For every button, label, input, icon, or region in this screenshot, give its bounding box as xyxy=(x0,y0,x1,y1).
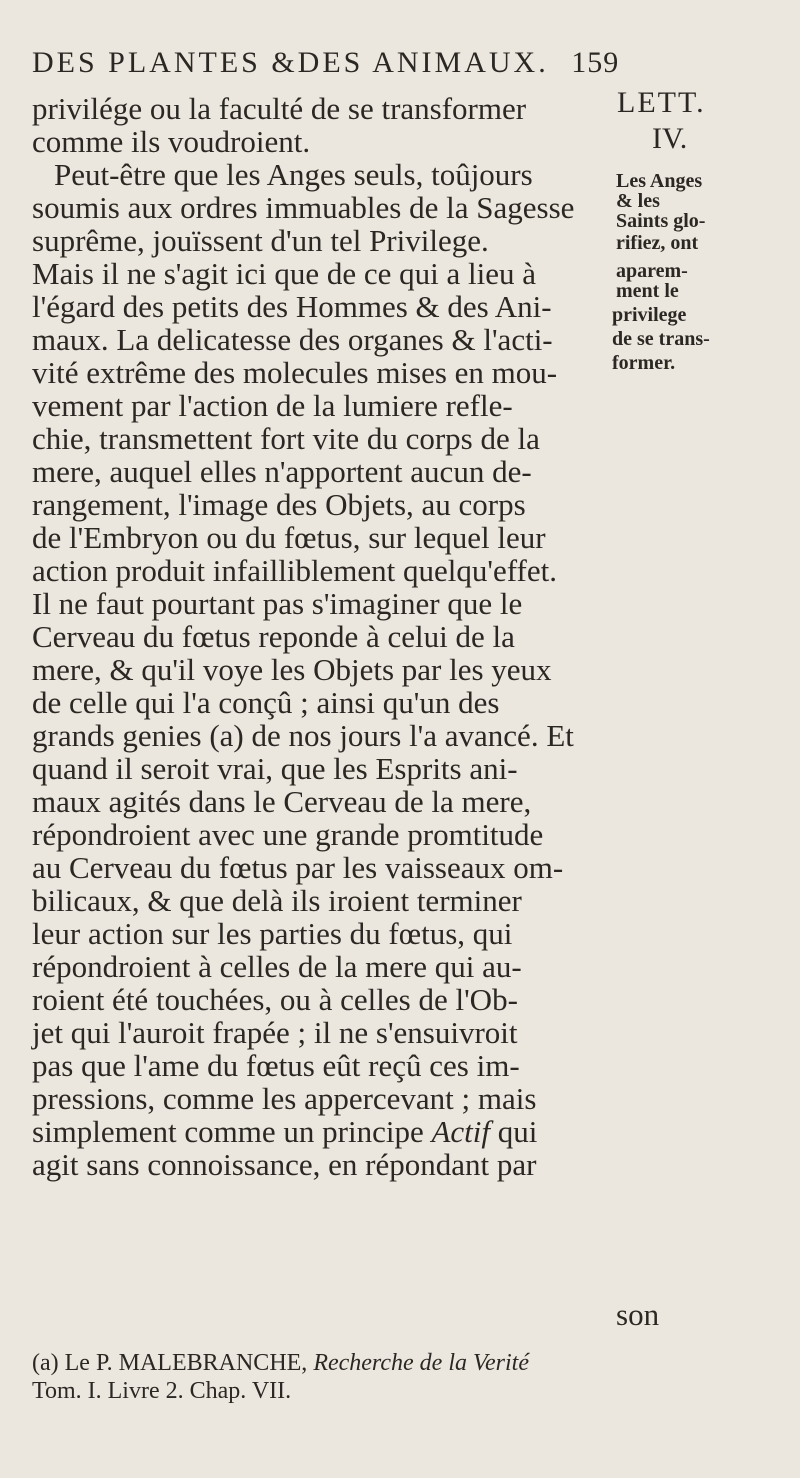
text-segment: simplement comme un principe xyxy=(32,1114,424,1149)
text-line: comme ils voudroient. xyxy=(32,124,311,159)
margin-note-line: aparem- xyxy=(616,260,688,282)
text-line: chie, transmettent fort vite du corps de la xyxy=(32,421,540,456)
text-line: privilége ou la faculté de se transformer xyxy=(32,91,527,126)
footnote-title: Recherche de la Verité xyxy=(313,1350,529,1376)
footnote-reference: (a) Le P. MALEBRANCHE, xyxy=(32,1350,308,1376)
text-line: mere, & qu'il voye les Objets par les yeux xyxy=(32,652,552,687)
text-line: bilicaux, & que delà ils iroient terminer xyxy=(32,883,522,918)
text-line: de celle qui l'a conçû ; ainsi qu'un des xyxy=(32,685,500,720)
text-segment: qui xyxy=(490,1114,538,1149)
running-title: DES PLANTES &DES ANIMAUX. xyxy=(32,46,549,79)
text-line: l'égard des petits des Hommes & des Ani- xyxy=(32,289,552,324)
text-line: grands genies (a) de nos jours l'a avancé. Et xyxy=(32,718,574,753)
text-line: Mais il ne s'agit ici que de ce qui a lieu à xyxy=(32,256,537,291)
text-line: leur action sur les parties du fœtus, qui xyxy=(32,916,513,951)
footnote-line xyxy=(32,1350,529,1377)
text-line: jet qui l'auroit frapée ; il ne s'ensuivroit xyxy=(32,1015,518,1050)
text-line: Peut-être que les Anges seuls, toûjours xyxy=(54,157,533,192)
text-line: rangement, l'image des Objets, au corps xyxy=(32,487,526,522)
page-number: 159 xyxy=(571,46,620,79)
text-line: agit sans connoissance, en répondant par xyxy=(32,1147,537,1182)
text-line: action produit infailliblement quelqu'effet. xyxy=(32,553,557,588)
footnote-line: Tom. I. Livre 2. Chap. VII. xyxy=(32,1378,292,1404)
text-line: roient été touchées, ou à celles de l'Ob- xyxy=(32,982,518,1017)
catchword: son xyxy=(616,1297,660,1332)
letter-label: LETT. xyxy=(617,86,706,119)
text-line: maux. La delicatesse des organes & l'acti- xyxy=(32,322,553,357)
text-line: pas que l'ame du fœtus eût reçû ces im- xyxy=(32,1048,520,1083)
margin-note-line: Les Anges xyxy=(616,170,703,192)
text-line: pressions, comme les appercevant ; mais xyxy=(32,1081,537,1116)
letter-number: IV. xyxy=(652,122,688,155)
text-line: Cerveau du fœtus reponde à celui de la xyxy=(32,619,515,654)
italic-word: Actif xyxy=(431,1114,491,1149)
text-line: au Cerveau du fœtus par les vaisseaux om- xyxy=(32,850,564,885)
margin-note-line: privilege xyxy=(612,304,687,326)
margin-note-line: & les xyxy=(616,190,660,212)
text-line: suprême, jouïssent d'un tel Privilege. xyxy=(32,223,489,258)
running-header xyxy=(32,46,619,80)
text-line: maux agités dans le Cerveau de la mere, xyxy=(32,784,532,819)
text-line: mere, auquel elles n'apportent aucun de- xyxy=(32,454,532,489)
text-line: vité extrême des molecules mises en mou- xyxy=(32,355,558,390)
margin-note-line: rifiez, ont xyxy=(616,232,699,254)
margin-note-line: Saints glo- xyxy=(616,210,706,232)
text-line xyxy=(32,1115,537,1149)
text-line: répondroient avec une grande promtitude xyxy=(32,817,544,852)
margin-note-line: de se trans- xyxy=(612,328,710,350)
text-line: vement par l'action de la lumiere refle- xyxy=(32,388,513,423)
text-line: quand il seroit vrai, que les Esprits ani- xyxy=(32,751,518,786)
margin-note-line: ment le xyxy=(616,280,679,302)
text-line: répondroient à celles de la mere qui au- xyxy=(32,949,522,984)
margin-note-line: former. xyxy=(612,352,676,374)
text-line: soumis aux ordres immuables de la Sagesse xyxy=(32,190,575,225)
text-line: Il ne faut pourtant pas s'imaginer que le xyxy=(32,586,523,621)
text-line: de l'Embryon ou du fœtus, sur lequel leur xyxy=(32,520,546,555)
